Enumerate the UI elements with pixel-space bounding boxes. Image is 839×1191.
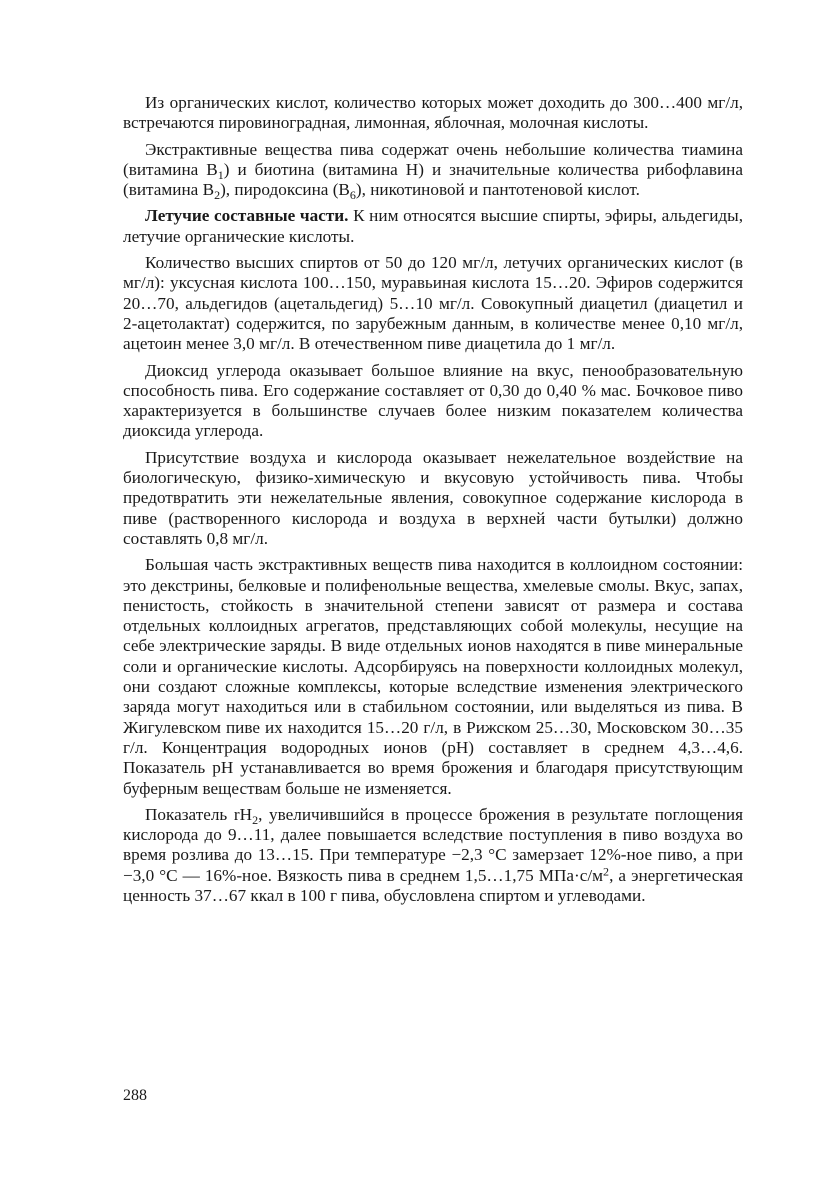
subscript: 1 <box>217 168 224 183</box>
paragraph-text: Диоксид углерода оказывает большое влияние на вкус, пенообразовательную способность пива. Его содержание составляет от 0,30 до 0,40 % мас. Бочковое пиво характеризуется в большинстве случаев более низким показателем количества диоксида углерода. <box>123 360 743 441</box>
text-run: , увеличившийся в процессе брожения в результате поглощения кислорода до 9…11, далее повышается вследствие поступления в пиво воздуха во время розлива до 13…15. При температуре −2,3 °С замерзает 12%-ное пиво, а при −3,0 °С — 16%-ное. Вязкость пива в среднем 1,5…1,75 МПа·с/м <box>123 804 744 885</box>
text-run: ), никотиновой и пантотеновой кислот. <box>355 180 640 200</box>
paragraph-extractive-substances <box>123 140 743 201</box>
paragraph-text: Присутствие воздуха и кислорода оказывает нежелательное воздействие на биологическую, физико-химическую и вкусовую устойчивость пива. Чтобы предотвратить эти нежелательные явления, совокупное содержание кислорода в пиве (растворенного кислорода и воздуха в верхней части бутылки) должно составлять 0,8 мг/л. <box>123 447 743 548</box>
paragraph-text: Из органических кислот, количество которых может доходить до 300…400 мг/л, встречаются пировиноградная, лимонная, яблочная, молочная кислоты. <box>123 93 743 133</box>
paragraph-text: Количество высших спиртов от 50 до 120 мг/л, летучих органических кислот (в мг/л): уксусная кислота 100…150, муравьиная кислота 15…20. Эфиров содержится 20…70, альдегидов (ацетальдегид) 5…10 мг/л. Совокупный диацетил (диацетил и 2-ацетолактат) содержится, по зарубежным данным, в количестве менее 0,10 мг/л, ацетоин менее 3,0 мг/л. В отечественном пиве диацетила до 1 мг/л. <box>123 253 743 354</box>
paragraph-text: К ним относятся высшие спирты, эфиры, альдегиды, летучие органические кислоты. <box>123 206 743 246</box>
paragraph-rh2 <box>123 805 743 906</box>
paragraph-organic-acids <box>123 93 743 134</box>
subscript: 6 <box>349 188 356 203</box>
text-run: Экстрактивные вещества пива содержат очень небольшие количества тиамина (витамина B <box>123 139 743 179</box>
subscript: 2 <box>252 813 259 827</box>
paragraph-carbon-dioxide <box>123 361 743 442</box>
text-run: ) и биотина (витамина H) и значительные количества рибофлавина (витамина B <box>123 159 743 200</box>
text-run: ), пиродоксина (B <box>220 180 350 200</box>
text-run: Показатель rH <box>145 804 253 824</box>
text-run: , а энергетическая ценность 37…67 ккал в 100 г пива, обусловлена спиртом и углеводами. <box>123 865 743 905</box>
paragraph-text: Большая часть экстрактивных веществ пива находится в коллоидном состоянии: это декстрины, белковые и полифенольные вещества, хмелевые смолы. Вкус, запах, пенистость, стойкость в значительной степени зависят от размера и состава отдельных коллоидных агрегатов, представляющих собой молекулы, несущие на себе электрические заряды. В виде отдельных ионов находятся в пиве минеральные соли и органические кислоты. Адсорбируясь на поверхности коллоидных молекул, они создают сложные комплексы, которые вследствие изменения электрического заряда могут находиться или в стабильном состоянии, или выделяться из пива. В Жигулевском пиве их находится 15…20 г/л, в Рижском 25…30, Московском 30…35 г/л. Концентрация водородных ионов (pH) составляет в среднем 4,3…4,6. Показатель pH устанавливается во время брожения и благодаря присутствующим буферным веществам больше не изменяется. <box>123 555 743 798</box>
subscript: 2 <box>214 188 221 203</box>
paragraph-colloid <box>123 555 743 799</box>
page-body <box>123 93 743 912</box>
superscript: 2 <box>603 864 610 879</box>
section-heading: Летучие составные части. <box>145 206 349 226</box>
paragraph-higher-alcohols <box>123 253 743 354</box>
paragraph-volatile-components <box>123 206 743 247</box>
page-number: 288 <box>123 1087 147 1104</box>
paragraph-oxygen <box>123 448 743 549</box>
